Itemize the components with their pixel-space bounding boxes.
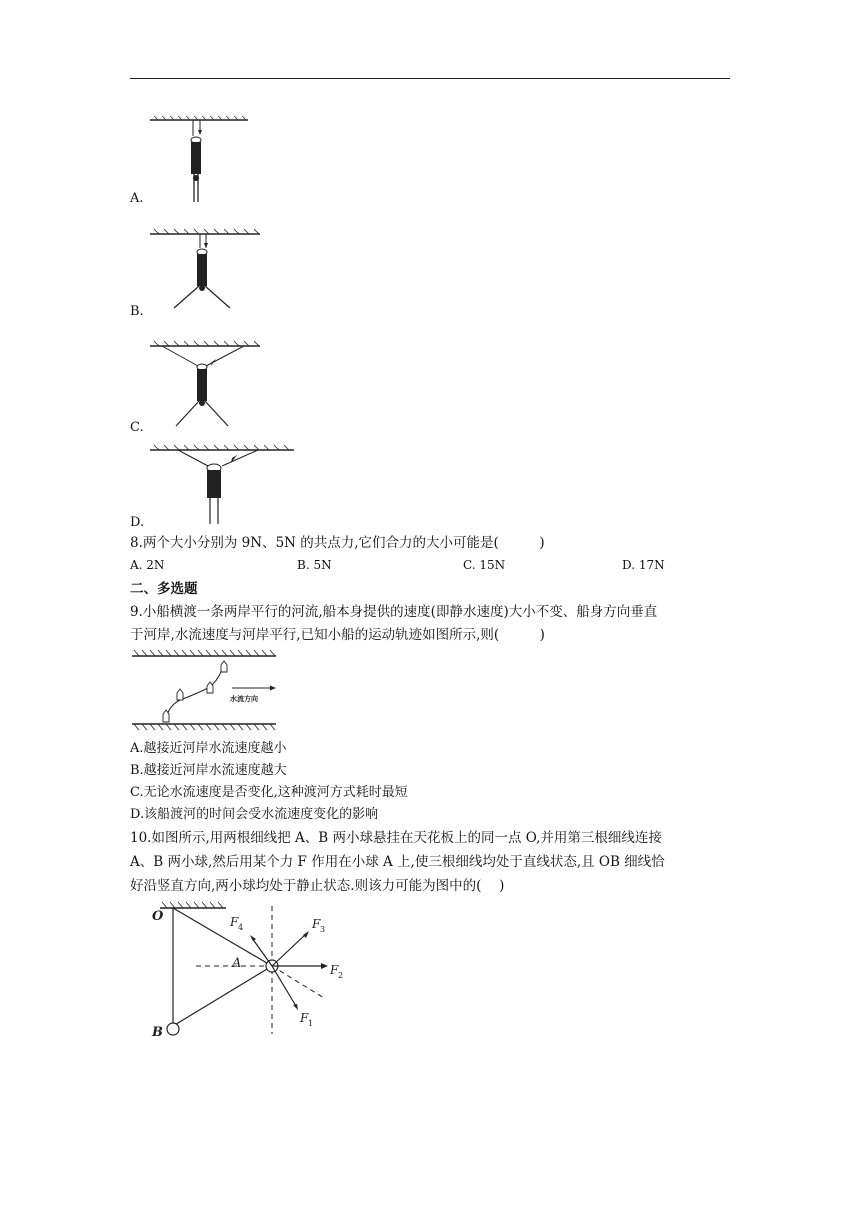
q10-stem-line1: 10.如图所示,用两根细线把 A、B 两小球悬挂在天花板上的同一点 O,并用第三根细线连接: [130, 830, 662, 846]
q10-label-f2: F: [330, 963, 339, 977]
header-rule: [130, 78, 730, 79]
q9-option-c: C.无论水流速度是否变化,这种渡河方式耗时最短: [130, 785, 408, 800]
q8-option-a: A. 2N: [130, 558, 165, 572]
section-title-multi-choice: 二、多选题: [130, 581, 198, 597]
q10-stem-line3: 好沿竖直方向,两小球均处于静止状态.则该力可能为图中的( ): [130, 878, 505, 894]
q8-stem: 8.两个大小分别为 9N、5N 的共点力,它们合力的大小可能是( ): [130, 535, 545, 551]
q10-label-f3: F: [312, 917, 321, 931]
q7-option-b-label: B.: [130, 304, 144, 319]
q10-label-f4: F: [230, 915, 239, 929]
q10-force-figure: [140, 900, 352, 1044]
q7-figure-a: [148, 116, 258, 208]
q8-option-c: C. 15N: [463, 558, 506, 572]
q9-stem-line2: 于河岸,水流速度与河岸平行,已知小船的运动轨迹如图所示,则( ): [130, 627, 545, 643]
q9-water-direction-label: 水流方向: [230, 695, 258, 703]
q7-option-a-label: A.: [130, 191, 144, 206]
q10-label-f1: F: [300, 1011, 309, 1025]
q10-stem-line2: A、B 两小球,然后用某个力 F 作用在小球 A 上,使三根细线均处于直线状态,且 OB 细线恰: [130, 854, 665, 870]
q10-label-f4-sub: 4: [238, 923, 244, 932]
q10-label-a: A: [232, 956, 242, 971]
q10-label-f2-sub: 2: [338, 971, 344, 980]
q10-label-f3-sub: 3: [320, 925, 326, 934]
q10-label-f1-sub: 1: [308, 1019, 314, 1028]
q9-option-b: B.越接近河岸水流速度越大: [130, 763, 287, 778]
q9-option-d: D.该船渡河的时间会受水流速度变化的影响: [130, 807, 379, 822]
q9-option-a: A.越接近河岸水流速度越小: [130, 741, 287, 756]
q8-option-d: D. 17N: [622, 558, 665, 572]
q9-stem-line1: 9.小船横渡一条两岸平行的河流,船本身提供的速度(即静水速度)大小不变、船身方向垂直: [130, 604, 658, 620]
q10-label-b: B: [152, 1025, 163, 1040]
q7-figure-d: [148, 444, 298, 528]
q9-river-figure: [130, 648, 278, 734]
q7-option-c-label: C.: [130, 420, 144, 435]
q7-option-d-label: D.: [130, 515, 145, 530]
q7-figure-c: [148, 340, 264, 436]
q10-label-o: O: [152, 909, 164, 924]
q7-figure-b: [148, 228, 264, 320]
q8-option-b: B. 5N: [297, 558, 332, 572]
